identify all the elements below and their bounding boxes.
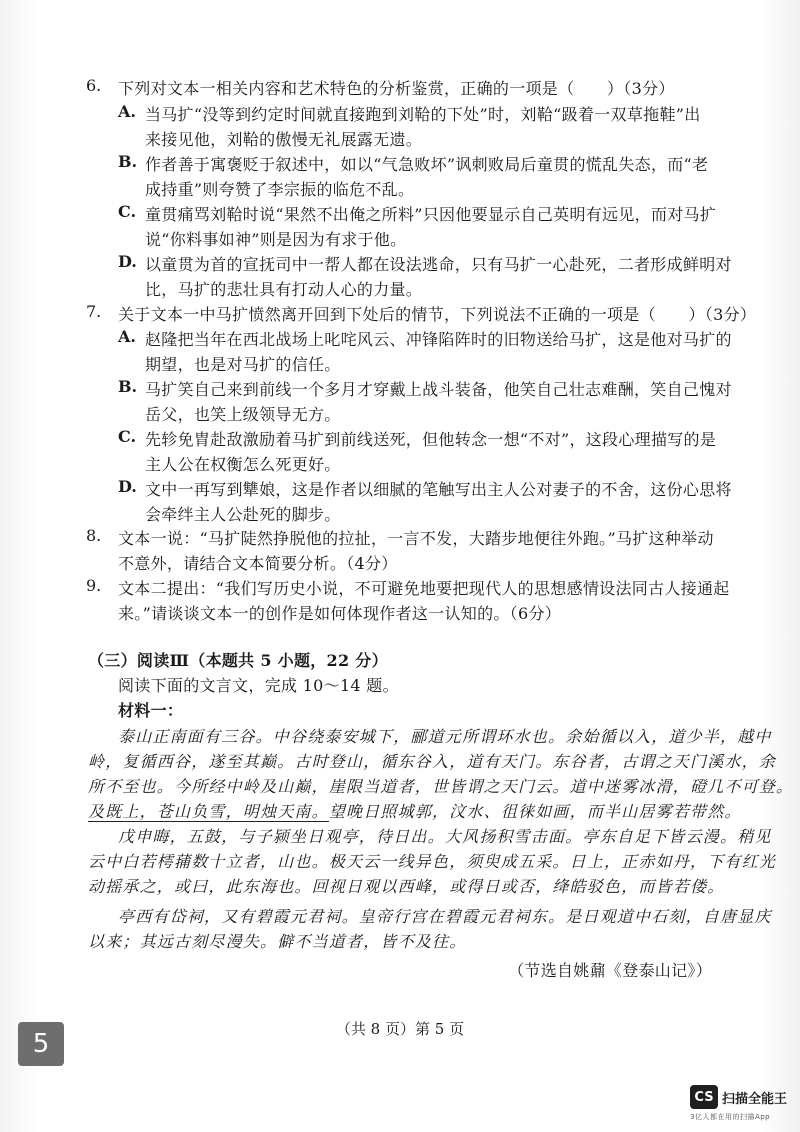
q8-line2: 不意外，请结合文本简要分析。（4分） bbox=[118, 554, 398, 573]
q7-option-d-line1: 文中一再写到犨娘，这是作者以细腻的笔触写出主人公对妻子的不舍，这份心思将 bbox=[145, 480, 732, 499]
q7-option-b-line1: 马扩笑自己来到前线一个多月才穿戴上战斗装备，他笑自己壮志难酬，笑自己愧对 bbox=[145, 380, 732, 399]
passage-p1-line4 bbox=[88, 799, 742, 822]
q7-option-b-label: B. bbox=[118, 377, 138, 396]
q6-option-d-label: D. bbox=[118, 252, 137, 271]
watermark-app-name: 扫描全能王 bbox=[722, 1092, 788, 1107]
q8-line1: 文本一说：“马扩陡然挣脱他的拉扯，一言不发，大踏步地便往外跑。”马扩这种举动 bbox=[118, 529, 714, 548]
page-footer: （共 8 页）第 5 页 bbox=[335, 1020, 465, 1038]
passage-p1-line2: 岭，复循西谷，遂至其巅。古时登山，循东谷入，道有天门。东谷者，古谓之天门溪水，余 bbox=[88, 752, 777, 771]
q7-option-a-line2: 期望，也是对马扩的信任。 bbox=[145, 355, 341, 374]
camscanner-logo-icon: CS bbox=[690, 1085, 718, 1109]
q6-option-c-line1: 童贯痛骂刘鞈时说“果然不出俺之所料”只因他要显示自己英明有远见，而对马扩 bbox=[145, 205, 717, 224]
passage-p3-line2: 以来；其远古刻尽漫失。僻不当道者，皆不及往。 bbox=[88, 932, 467, 951]
q7-option-d-line2: 会牵绊主人公赴死的脚步。 bbox=[145, 505, 341, 524]
q7-option-c-label: C. bbox=[118, 427, 137, 446]
q6-option-b-label: B. bbox=[118, 152, 138, 171]
page-number-badge: 5 bbox=[18, 1022, 64, 1066]
q8-number: 8. bbox=[86, 526, 102, 545]
scanner-watermark bbox=[690, 1085, 790, 1125]
passage-p1-line3: 所不至也。今所经中岭及山巅，崖限当道者，世皆谓之天门云。道中迷雾冰滑，磴几不可登。 bbox=[88, 777, 794, 796]
q7-option-d-label: D. bbox=[118, 477, 137, 496]
q6-option-b-line1: 作者善于寓褒贬于叙述中，如以“气急败坏”讽刺败局后童贯的慌乱失态，而“老 bbox=[145, 155, 709, 174]
material-one-label: 材料一： bbox=[118, 701, 184, 720]
q6-option-a-line2: 来接见他，刘鞈的傲慢无礼展露无遗。 bbox=[145, 130, 423, 149]
passage-p3-line1: 亭西有岱祠，又有碧霞元君祠。皇帝行宫在碧霞元君祠东。是日观道中石刻，自唐显庆 bbox=[118, 907, 772, 926]
passage-p1-line1: 泰山正南面有三谷。中谷绕泰安城下，郦道元所谓环水也。余始循以入，道少半，越中 bbox=[118, 727, 772, 746]
q7-option-c-line1: 先轸免胄赴敌激励着马扩到前线送死，但他转念一想“不对”，这段心理描写的是 bbox=[145, 430, 717, 449]
q9-number: 9. bbox=[86, 576, 102, 595]
passage-p2-line3: 动摇承之，或曰，此东海也。回视日观以西峰，或得日或否，绛皓驳色，而皆若偻。 bbox=[88, 877, 725, 896]
passage-source: （节选自姚鼐《登泰山记》） bbox=[508, 961, 712, 980]
passage-p2-line1: 戊申晦，五鼓，与子颍坐日观亭，待日出。大风扬积雪击面。亭东自足下皆云漫。稍见 bbox=[118, 827, 772, 846]
passage-p2-line2: 云中白若樗蒱数十立者，山也。极天云一线异色，须臾成五采。日上，正赤如丹，下有红光 bbox=[88, 852, 777, 871]
q7-option-c-line2: 主人公在权衡怎么死更好。 bbox=[145, 455, 341, 474]
q7-stem: 关于文本一中马扩愤然离开回到下处后的情节，下列说法不正确的一项是（ ）（3分） bbox=[118, 305, 757, 324]
q7-option-b-line2: 岳父，也笑上级领导无方。 bbox=[145, 405, 341, 424]
q7-number: 7. bbox=[86, 302, 102, 321]
q9-line1: 文本二提出：“我们写历史小说，不可避免地要把现代人的思想感情设法同古人接通起 bbox=[118, 579, 730, 598]
watermark-tagline: 3亿人都在用的扫描App bbox=[690, 1113, 771, 1121]
q6-option-c-line2: 说“你料事如神”则是因为有求于他。 bbox=[145, 230, 407, 249]
q6-option-a-line1: 当马扩“没等到约定时间就直接跑到刘鞈的下处”时，刘鞈“趿着一双草拖鞋”出 bbox=[145, 105, 701, 124]
q6-option-a-label: A. bbox=[118, 102, 136, 121]
q6-option-c-label: C. bbox=[118, 202, 137, 221]
passage-p1-line4-rest: 望晚日照城郭，汶水、徂徕如画，而半山居雾若带然。 bbox=[328, 802, 742, 821]
underlined-sentence: 及既上，苍山负雪，明烛天南。 bbox=[88, 802, 329, 821]
q7-option-a-label: A. bbox=[118, 327, 136, 346]
section3-heading: （三）阅读Ⅲ（本题共 5 小题，22 分） bbox=[88, 651, 388, 670]
q9-line2: 来。”请谈谈文本一的创作是如何体现作者这一认知的。（6分） bbox=[118, 604, 562, 623]
q6-option-d-line1: 以童贯为首的宣抚司中一帮人都在设法逃命，只有马扩一心赴死，二者形成鲜明对 bbox=[145, 255, 732, 274]
q6-stem: 下列对文本一相关内容和艺术特色的分析鉴赏，正确的一项是（ ）（3分） bbox=[118, 79, 675, 98]
q7-option-a-line1: 赵隆把当年在西北战场上叱咤风云、冲锋陷阵时的旧物送给马扩，这是他对马扩的 bbox=[145, 330, 732, 349]
q6-option-b-line2: 成持重”则夸赞了李宗振的临危不乱。 bbox=[145, 180, 415, 199]
q6-option-d-line2: 比，马扩的悲壮具有打动人心的力量。 bbox=[145, 280, 423, 299]
section3-instruction: 阅读下面的文言文，完成 10～14 题。 bbox=[118, 676, 399, 695]
q6-number: 6. bbox=[86, 76, 102, 95]
